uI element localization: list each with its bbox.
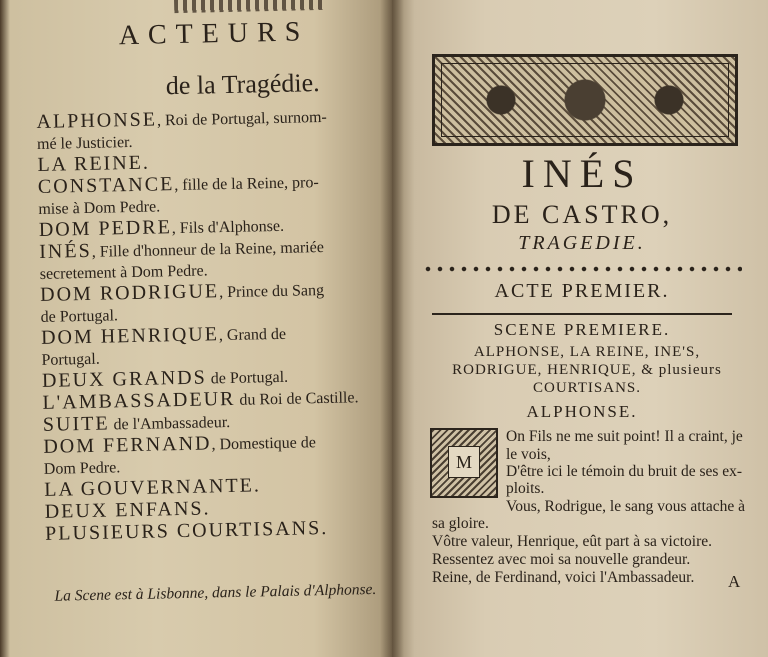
verse-line: On Fils ne me suit point! Il a craint, je <box>506 428 743 445</box>
character-description: , fille de la Reine, pro- <box>174 174 319 195</box>
character-description: du Roi de Castille. <box>235 389 359 409</box>
verse-line: ploits. <box>506 480 545 497</box>
cast-title: ACTEURS <box>118 16 310 52</box>
character-description: , Roi de Portugal, surnom- <box>156 108 327 130</box>
character-description: , Fils d'Alphonse. <box>171 217 285 238</box>
drop-cap-letter: M <box>448 446 480 478</box>
play-genre: TRAGEDIE. <box>518 232 646 254</box>
character-name: L'AMBASSADEUR <box>42 387 236 414</box>
verse-line: Vous, Rodrigue, le sang vous attache à <box>506 498 746 515</box>
character-description: , Fille d'honneur de la Reine, mariée <box>91 238 325 261</box>
character-entry <box>36 105 382 155</box>
catchword: A <box>728 572 741 591</box>
character-name: ALPHONSE <box>36 108 158 133</box>
character-entry <box>38 170 384 220</box>
character-name: INÉS <box>39 239 92 263</box>
heading-rule <box>432 313 732 315</box>
character-name: DOM PEDRE <box>38 216 173 241</box>
character-entry <box>41 321 387 371</box>
character-name: DOM RODRIGUE <box>39 280 220 306</box>
verse-line: Reine, de Ferdinand, voici l'Ambassadeur. <box>432 569 695 586</box>
play-title: INÉS <box>521 151 643 196</box>
character-description: , Grand de <box>218 325 287 345</box>
character-description-continued: Dom Pedre. <box>43 459 121 478</box>
play-subtitle: DE CASTRO, <box>491 200 673 229</box>
headpiece-frame <box>441 63 729 137</box>
act-heading: ACTE PREMIER. <box>494 280 670 302</box>
character-description: de l'Ambassadeur. <box>109 413 231 434</box>
character-name: DEUX ENFANS. <box>44 497 211 523</box>
drop-cap-ornament <box>430 428 498 498</box>
ornament-border-icon <box>174 0 324 13</box>
scene-cast-line-1: ALPHONSE, LA REINE, INE'S, <box>473 344 701 360</box>
character-name: DEUX GRANDS <box>41 366 207 392</box>
character-entry <box>43 430 389 480</box>
speaker-name: ALPHONSE. <box>526 402 638 421</box>
character-description-continued: Portugal. <box>41 350 100 369</box>
scene-heading: SCENE PREMIERE. <box>493 320 671 339</box>
character-description: , Prince du Sang <box>218 281 325 302</box>
character-description: , Domestique de <box>211 434 317 454</box>
character-description-continued: mé le Justicier. <box>36 133 133 153</box>
character-list <box>36 105 390 546</box>
character-description-continued: de Portugal. <box>40 307 119 326</box>
character-entry <box>45 517 390 546</box>
verse-line: Ressentez avec moi sa nouvelle grandeur. <box>432 551 691 568</box>
character-description: de Portugal. <box>206 368 289 388</box>
verse-line: le vois, <box>506 446 551 463</box>
verse-line: Vôtre valeur, Henrique, eût part à sa victoire. <box>432 533 712 550</box>
character-description-continued: mise à Dom Pedre. <box>38 198 161 218</box>
character-description-continued: secretement à Dom Pedre. <box>39 262 208 283</box>
character-entry <box>40 278 386 328</box>
scene-cast-line-2: RODRIGUE, HENRIQUE, & plusieurs <box>452 362 722 378</box>
character-name: PLUSIEURS COURTISANS. <box>44 516 329 545</box>
character-name: LA REINE. <box>37 151 151 176</box>
scene-cast-line-3: COURTISANS. <box>532 380 642 396</box>
character-name: DOM HENRIQUE <box>40 323 220 349</box>
character-name: CONSTANCE <box>37 173 175 198</box>
character-name: SUITE <box>42 412 110 436</box>
character-entry <box>39 235 385 285</box>
page-edge-shadow <box>0 0 10 657</box>
headpiece-ornament-icon <box>432 54 738 146</box>
book-gutter <box>380 0 404 657</box>
verse-line: sa gloire. <box>432 515 489 532</box>
dotted-rule <box>422 264 742 274</box>
right-page <box>392 0 768 657</box>
scene-setting: La Scene est à Lisbonne, dans le Palais d'Alphonse. <box>54 580 377 605</box>
character-name: DOM FERNAND <box>43 432 212 458</box>
verse-line: D'être ici le témoin du bruit de ses ex- <box>506 463 743 480</box>
character-name: LA GOUVERNANTE. <box>44 474 262 501</box>
cast-subtitle: de la Tragédie. <box>165 68 320 101</box>
